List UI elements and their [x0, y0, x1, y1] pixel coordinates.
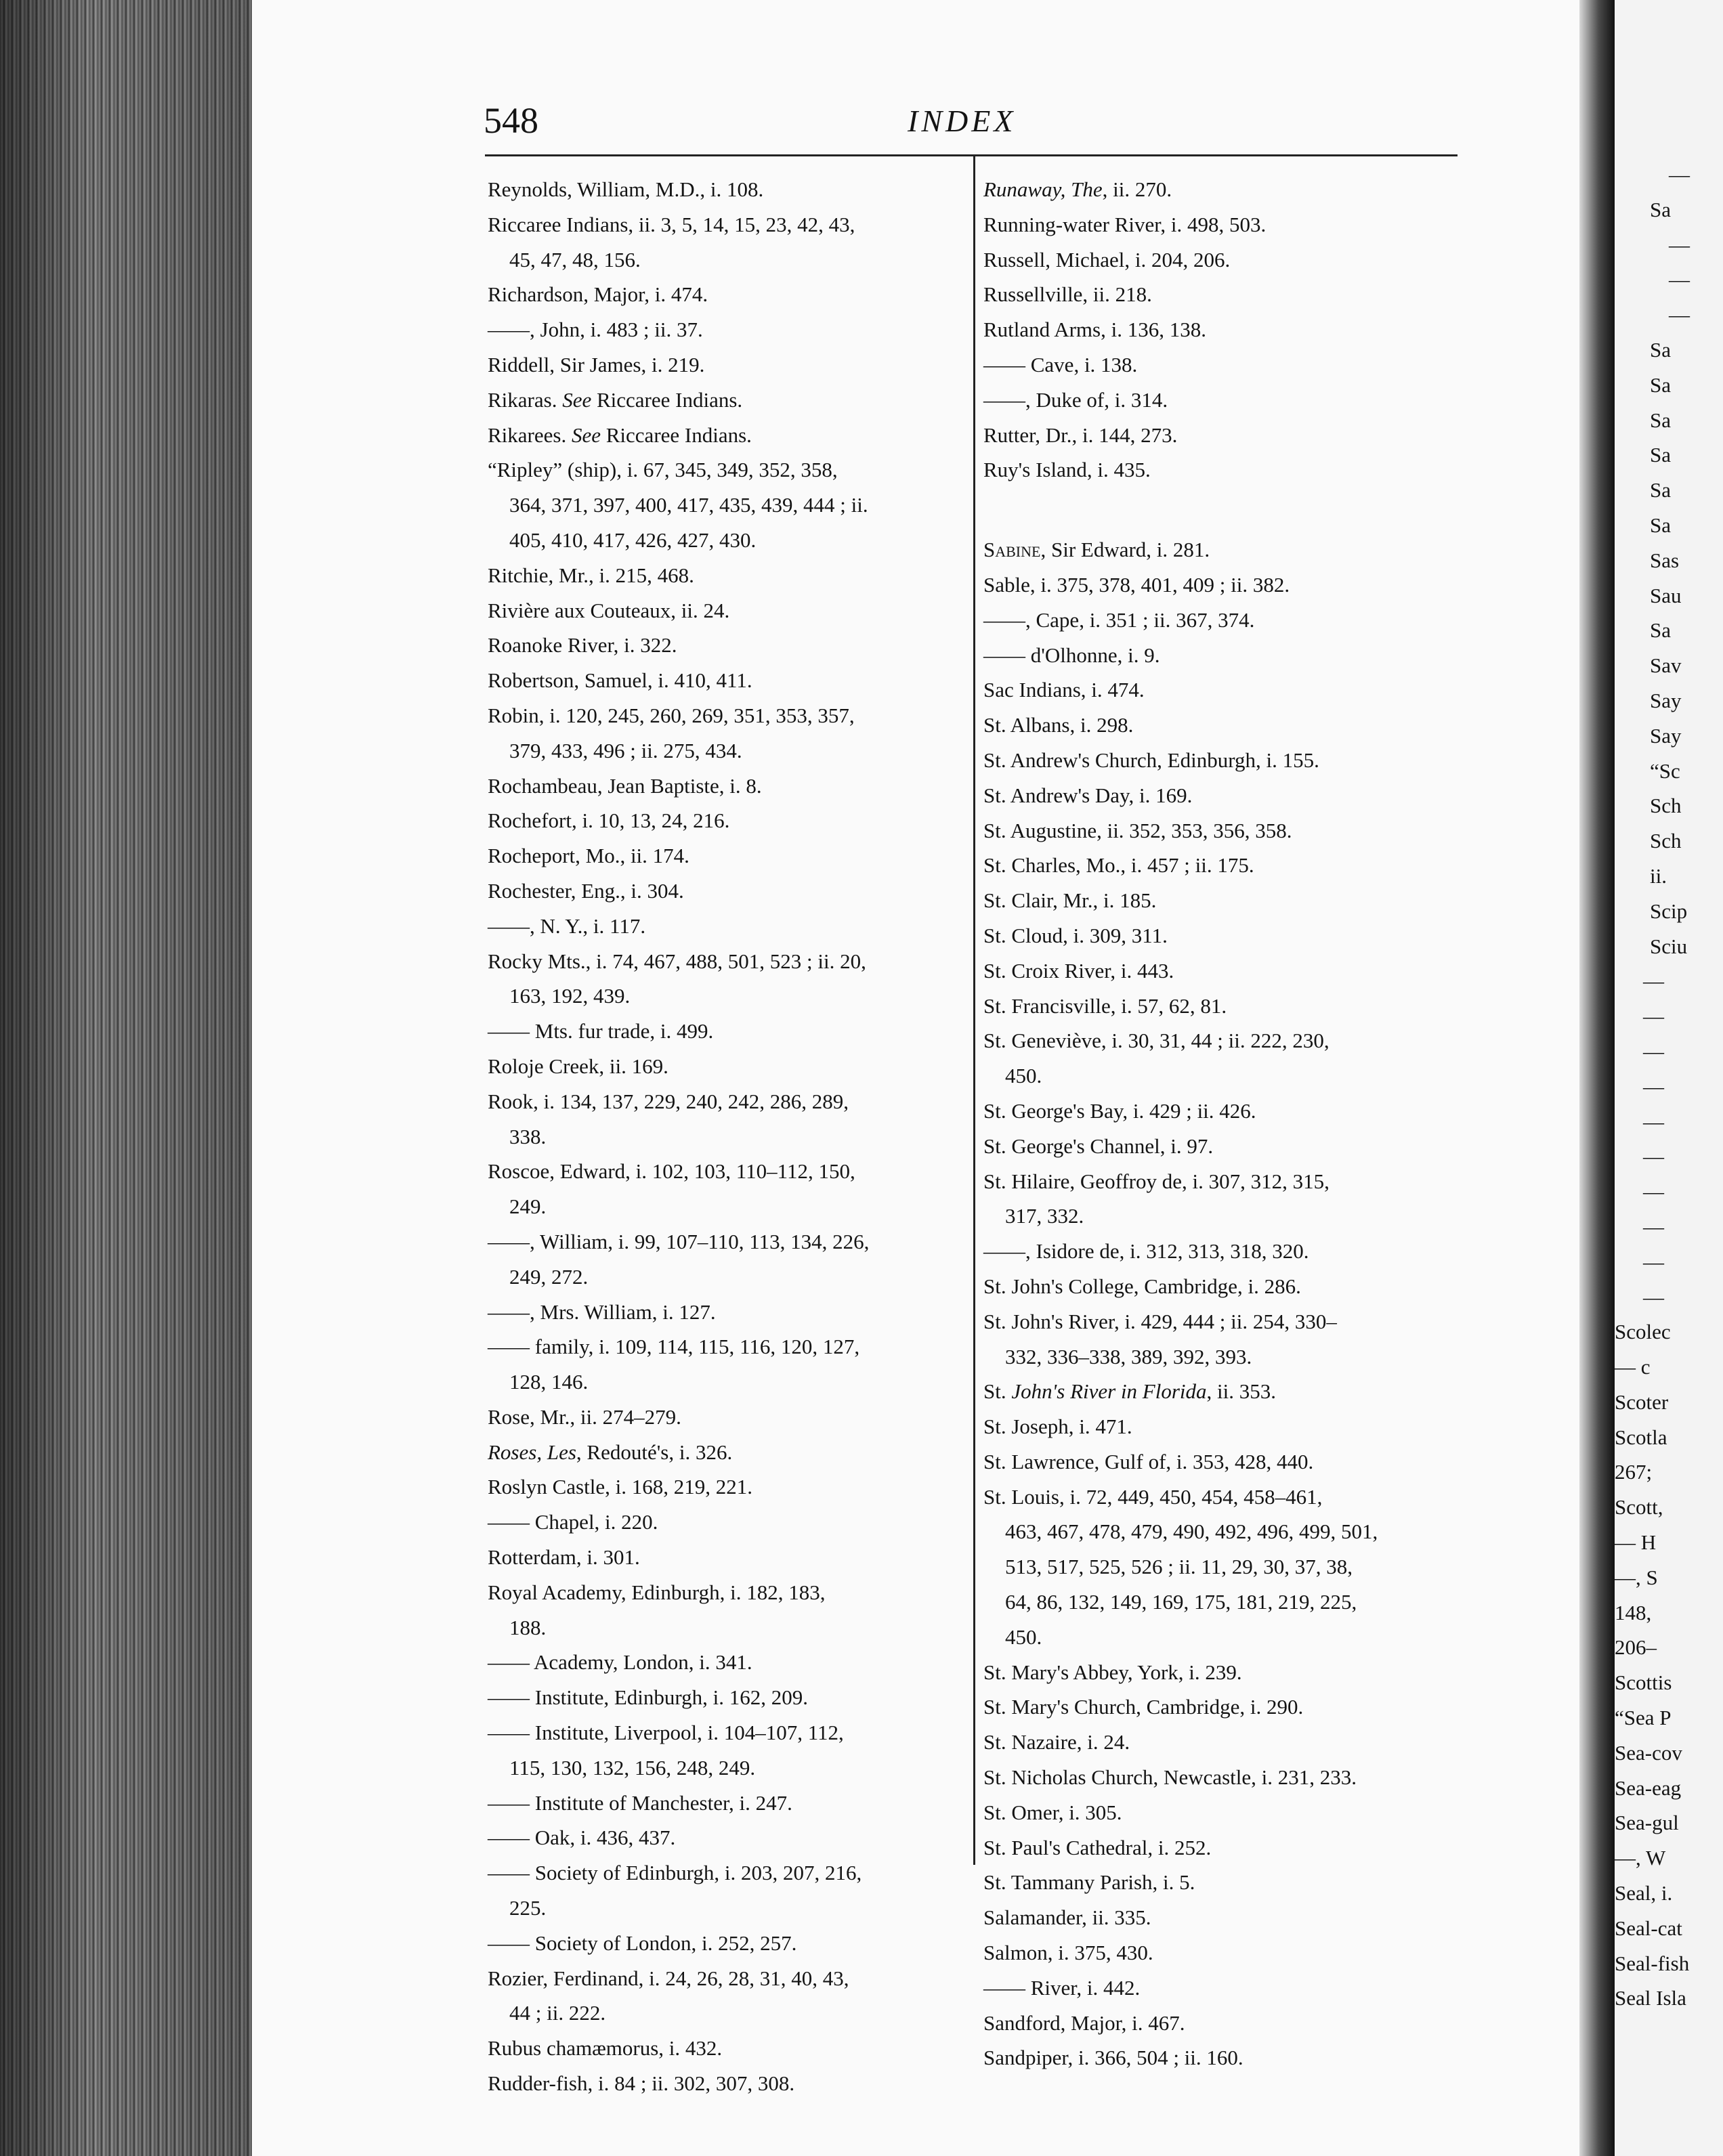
index-entry: St. George's Channel, i. 97. [983, 1134, 1214, 1158]
index-entry-continuation: 64, 86, 132, 149, 169, 175, 181, 219, 225, [1005, 1590, 1357, 1614]
facing-page-text: — H [1615, 1530, 1657, 1555]
index-entry: St. Lawrence, Gulf of, i. 353, 428, 440. [983, 1449, 1314, 1473]
index-entry: —— Cave, i. 138. [983, 352, 1138, 376]
index-entry: St. John's River, i. 429, 444 ; ii. 254, 330– [983, 1309, 1337, 1333]
section-gap [983, 488, 1458, 532]
index-entry: St. Hilaire, Geoffroy de, i. 307, 312, 315, [983, 1169, 1330, 1193]
facing-page-text: Seal, i. [1615, 1881, 1673, 1905]
index-entry: Robin, i. 120, 245, 260, 269, 351, 353, 357, [488, 703, 855, 727]
index-entry: —— Mts. fur trade, i. 499. [488, 1019, 714, 1043]
facing-page-text: 267; [1615, 1460, 1653, 1484]
index-entry-continuation: 332, 336–338, 389, 392, 393. [1005, 1344, 1252, 1368]
index-entry: St. George's Bay, i. 429 ; ii. 426. [983, 1098, 1256, 1123]
index-entry: Rotterdam, i. 301. [488, 1545, 640, 1570]
facing-page-text: Sa [1650, 618, 1671, 643]
facing-page-text: Seal-cat [1615, 1916, 1682, 1940]
facing-page-text: Say [1650, 723, 1682, 748]
facing-page-text: Sa [1650, 372, 1671, 397]
facing-page-text: Scottis [1615, 1670, 1672, 1695]
index-entry: St. Andrew's Day, i. 169. [983, 783, 1193, 807]
index-entry: —— Institute, Edinburgh, i. 162, 209. [488, 1685, 809, 1710]
facing-page-text: — [1643, 1039, 1664, 1063]
left-index-column [488, 172, 962, 2101]
index-entry: St. Croix River, i. 443. [983, 958, 1174, 983]
index-entry: —— Chapel, i. 220. [488, 1510, 658, 1534]
facing-page-text: — [1669, 267, 1690, 292]
index-entry: Roscoe, Edward, i. 102, 103, 110–112, 150, [488, 1159, 855, 1184]
index-entry: Russell, Michael, i. 204, 206. [983, 247, 1231, 272]
index-entry: —— family, i. 109, 114, 115, 116, 120, 127, [488, 1335, 860, 1359]
facing-page-text: —, W [1615, 1846, 1666, 1870]
index-entry-continuation: 128, 146. [509, 1370, 589, 1394]
index-entry: Riccaree Indians, ii. 3, 5, 14, 15, 23, 42, 43, [488, 212, 855, 236]
index-entry: St. Tammany Parish, i. 5. [983, 1870, 1195, 1895]
index-entry: —— Society of Edinburgh, i. 203, 207, 216, [488, 1861, 862, 1885]
facing-page-text: Scott, [1615, 1495, 1663, 1519]
index-entry: Roslyn Castle, i. 168, 219, 221. [488, 1475, 752, 1499]
index-entry: Roanoke River, i. 322. [488, 633, 677, 657]
index-entry: Rose, Mr., ii. 274–279. [488, 1404, 681, 1429]
index-entry: St. Mary's Abbey, York, i. 239. [983, 1660, 1242, 1684]
index-entry: Richardson, Major, i. 474. [488, 282, 708, 307]
index-entry: Riddell, Sir James, i. 219. [488, 352, 705, 376]
running-head: INDEX [908, 104, 1017, 138]
index-entry: Robertson, Samuel, i. 410, 411. [488, 668, 752, 693]
index-entry: Rikaras. See Riccaree Indians. [488, 387, 743, 412]
index-entry: Sac Indians, i. 474. [983, 678, 1145, 702]
facing-page-text: — [1643, 1004, 1664, 1029]
facing-page-text: Sa [1650, 337, 1671, 362]
index-entry: St. Nazaire, i. 24. [983, 1730, 1130, 1754]
index-entry-continuation: 405, 410, 417, 426, 427, 430. [509, 527, 757, 552]
facing-page-text: — [1643, 1285, 1664, 1309]
index-entry: —— Oak, i. 436, 437. [488, 1826, 676, 1850]
index-entry: St. Augustine, ii. 352, 353, 356, 358. [983, 818, 1292, 842]
index-entry-continuation: 225. [509, 1896, 547, 1920]
facing-page-text: Sch [1650, 829, 1682, 853]
facing-page-text: Sch [1650, 794, 1682, 818]
facing-page-text: Sas [1650, 548, 1680, 572]
index-entry-continuation: 45, 47, 48, 156. [509, 247, 641, 272]
index-entry: Rudder-fish, i. 84 ; ii. 302, 307, 308. [488, 2071, 795, 2096]
facing-page-text: Sa [1650, 197, 1671, 221]
index-entry: St. Nicholas Church, Newcastle, i. 231, 233. [983, 1765, 1357, 1790]
index-entry: ——, William, i. 99, 107–110, 113, 134, 226, [488, 1229, 870, 1253]
facing-page-text: 206– [1615, 1635, 1657, 1660]
facing-page-text: — [1643, 969, 1664, 993]
index-entry-continuation: 450. [1005, 1064, 1042, 1088]
book-gutter [1579, 0, 1615, 2156]
index-entry: Running-water River, i. 498, 503. [983, 212, 1267, 236]
index-entry: Rochefort, i. 10, 13, 24, 216. [488, 808, 730, 833]
facing-page-text: 148, [1615, 1600, 1652, 1624]
index-entry: Sandford, Major, i. 467. [983, 2010, 1185, 2035]
index-entry-continuation: 115, 130, 132, 156, 248, 249. [509, 1755, 756, 1780]
index-entry: St. Charles, Mo., i. 457 ; ii. 175. [983, 853, 1254, 878]
index-entry: Rochambeau, Jean Baptiste, i. 8. [488, 773, 762, 798]
index-entry: Reynolds, William, M.D., i. 108. [488, 177, 764, 201]
index-entry: Rutter, Dr., i. 144, 273. [983, 423, 1178, 447]
index-entry: St. Geneviève, i. 30, 31, 44 ; ii. 222, 230, [983, 1029, 1330, 1053]
facing-page-fragment [1615, 0, 1723, 2156]
facing-page-column [1615, 157, 1723, 2016]
index-entry: Russellville, ii. 218. [983, 282, 1152, 307]
index-entry: Sandpiper, i. 366, 504 ; ii. 160. [983, 2046, 1243, 2070]
index-entry: —— Institute, Liverpool, i. 104–107, 112, [488, 1721, 844, 1745]
index-entry-continuation: 338. [509, 1124, 547, 1148]
facing-page-text: “Sea P [1615, 1706, 1672, 1730]
book-edge-shadow [0, 0, 257, 2156]
index-entry: Salamander, ii. 335. [983, 1905, 1151, 1930]
facing-page-text: Sea-eag [1615, 1775, 1682, 1800]
index-entry: —— Society of London, i. 252, 257. [488, 1931, 797, 1955]
facing-page-text: — [1643, 1214, 1664, 1238]
facing-page-text: “Sc [1650, 758, 1680, 783]
facing-page-text: —, S [1615, 1565, 1658, 1589]
index-entry: St. Cloud, i. 309, 311. [983, 923, 1168, 947]
index-entry: Rivière aux Couteaux, ii. 24. [488, 598, 730, 622]
index-entry: Runaway, The, ii. 270. [983, 177, 1172, 201]
facing-page-text: — [1643, 1144, 1664, 1169]
index-entry: Rocheport, Mo., ii. 174. [488, 844, 689, 868]
index-entry: St. Paul's Cathedral, i. 252. [983, 1835, 1212, 1859]
index-entry: Rook, i. 134, 137, 229, 240, 242, 286, 289, [488, 1089, 849, 1113]
index-entry: St. Albans, i. 298. [983, 713, 1134, 737]
facing-page-text: Sav [1650, 653, 1682, 678]
index-entry-continuation: 188. [509, 1615, 547, 1639]
index-entry-continuation: 249, 272. [509, 1264, 589, 1289]
facing-page-text: Seal-fish [1615, 1951, 1690, 1975]
facing-page-text: Sa [1650, 408, 1671, 432]
facing-page-text: Sa [1650, 478, 1671, 502]
index-entry: Sabine, Sir Edward, i. 281. [983, 538, 1210, 562]
index-entry: “Ripley” (ship), i. 67, 345, 349, 352, 358, [488, 458, 838, 482]
index-entry: Rozier, Ferdinand, i. 24, 26, 28, 31, 40, 43, [488, 1966, 849, 1990]
index-entry-continuation: 44 ; ii. 222. [509, 2001, 606, 2025]
index-entry: Roloje Creek, ii. 169. [488, 1054, 668, 1078]
index-entry: St. Joseph, i. 471. [983, 1415, 1132, 1439]
index-entry: St. Mary's Church, Cambridge, i. 290. [983, 1695, 1304, 1719]
facing-page-text: — [1643, 1109, 1664, 1134]
facing-page-text: — [1669, 163, 1690, 186]
index-entry-continuation: 317, 332. [1005, 1204, 1084, 1228]
index-entry: ——, N. Y., i. 117. [488, 913, 646, 938]
facing-page-text: — [1643, 1180, 1664, 1204]
facing-page-text: Sea-cov [1615, 1740, 1682, 1765]
index-entry: St. Clair, Mr., i. 185. [983, 888, 1157, 913]
index-entry-continuation: 163, 192, 439. [509, 984, 631, 1008]
facing-page-text: Say [1650, 688, 1682, 712]
index-entry: St. Andrew's Church, Edinburgh, i. 155. [983, 748, 1319, 772]
index-entry: St. John's River in Florida, ii. 353. [983, 1379, 1277, 1404]
facing-page-text: — [1669, 303, 1690, 327]
facing-page-text: — [1643, 1249, 1664, 1274]
index-entry: —— River, i. 442. [983, 1975, 1141, 2000]
facing-page-text: Scoter [1615, 1389, 1669, 1414]
index-entry: ——, Mrs. William, i. 127. [488, 1299, 716, 1324]
facing-page-text: Scotla [1615, 1425, 1667, 1449]
facing-page-text: Sa [1650, 513, 1671, 537]
index-entry: Rubus chamæmorus, i. 432. [488, 2036, 723, 2061]
facing-page-text: Sa [1650, 443, 1671, 467]
index-entry: ——, Cape, i. 351 ; ii. 367, 374. [983, 607, 1255, 632]
index-entry-continuation: 379, 433, 496 ; ii. 275, 434. [509, 738, 742, 762]
index-entry: —— Academy, London, i. 341. [488, 1650, 752, 1675]
index-entry: St. Omer, i. 305. [983, 1800, 1122, 1824]
index-entry-continuation: 513, 517, 525, 526 ; ii. 11, 29, 30, 37, 38, [1005, 1555, 1353, 1579]
right-index-column [983, 172, 1458, 2075]
index-entry: Salmon, i. 375, 430. [983, 1941, 1153, 1965]
facing-page-text: Scip [1650, 899, 1688, 923]
facing-page-text: Sciu [1650, 934, 1688, 958]
column-separator [973, 154, 975, 1865]
index-entry-continuation: 249. [509, 1194, 547, 1219]
index-entry: Rocky Mts., i. 74, 467, 488, 501, 523 ; ii. 20, [488, 949, 866, 973]
index-entry-continuation: 450. [1005, 1624, 1042, 1649]
index-entry: Rochester, Eng., i. 304. [488, 878, 684, 903]
facing-page-text: Sea-gul [1615, 1811, 1679, 1835]
index-entry: Roses, Les, Redouté's, i. 326. [488, 1440, 733, 1464]
facing-page-text: ii. [1650, 863, 1667, 888]
index-entry: —— d'Olhonne, i. 9. [983, 643, 1160, 667]
index-entry: Sable, i. 375, 378, 401, 409 ; ii. 382. [983, 572, 1290, 597]
index-entry-continuation: 364, 371, 397, 400, 417, 435, 439, 444 ; ii. [509, 493, 868, 517]
page-number: 548 [484, 100, 538, 141]
index-entry: Ruy's Island, i. 435. [983, 458, 1151, 482]
facing-page-text: — [1669, 232, 1690, 257]
index-entry: Ritchie, Mr., i. 215, 468. [488, 563, 694, 587]
index-entry: St. Louis, i. 72, 449, 450, 454, 458–461, [983, 1484, 1323, 1509]
index-entry: —— Institute of Manchester, i. 247. [488, 1790, 792, 1815]
facing-page-text: Scolec [1615, 1320, 1671, 1344]
header-rule [485, 154, 1458, 156]
index-entry: St. John's College, Cambridge, i. 286. [983, 1274, 1301, 1298]
index-entry: St. Francisville, i. 57, 62, 81. [983, 993, 1227, 1018]
index-entry: Rikarees. See Riccaree Indians. [488, 423, 752, 447]
facing-page-text: Seal Isla [1615, 1986, 1686, 2010]
facing-page-text: Sau [1650, 583, 1682, 607]
index-entry: ——, John, i. 483 ; ii. 37. [488, 318, 703, 342]
index-entry: ——, Isidore de, i. 312, 313, 318, 320. [983, 1239, 1309, 1264]
facing-page-text: — [1643, 1074, 1664, 1098]
facing-page-text: — c [1615, 1355, 1651, 1379]
index-entry: Royal Academy, Edinburgh, i. 182, 183, [488, 1580, 826, 1604]
index-entry: ——, Duke of, i. 314. [983, 387, 1168, 412]
index-entry: Rutland Arms, i. 136, 138. [983, 318, 1206, 342]
index-entry-continuation: 463, 467, 478, 479, 490, 492, 496, 499, 501, [1005, 1519, 1378, 1544]
